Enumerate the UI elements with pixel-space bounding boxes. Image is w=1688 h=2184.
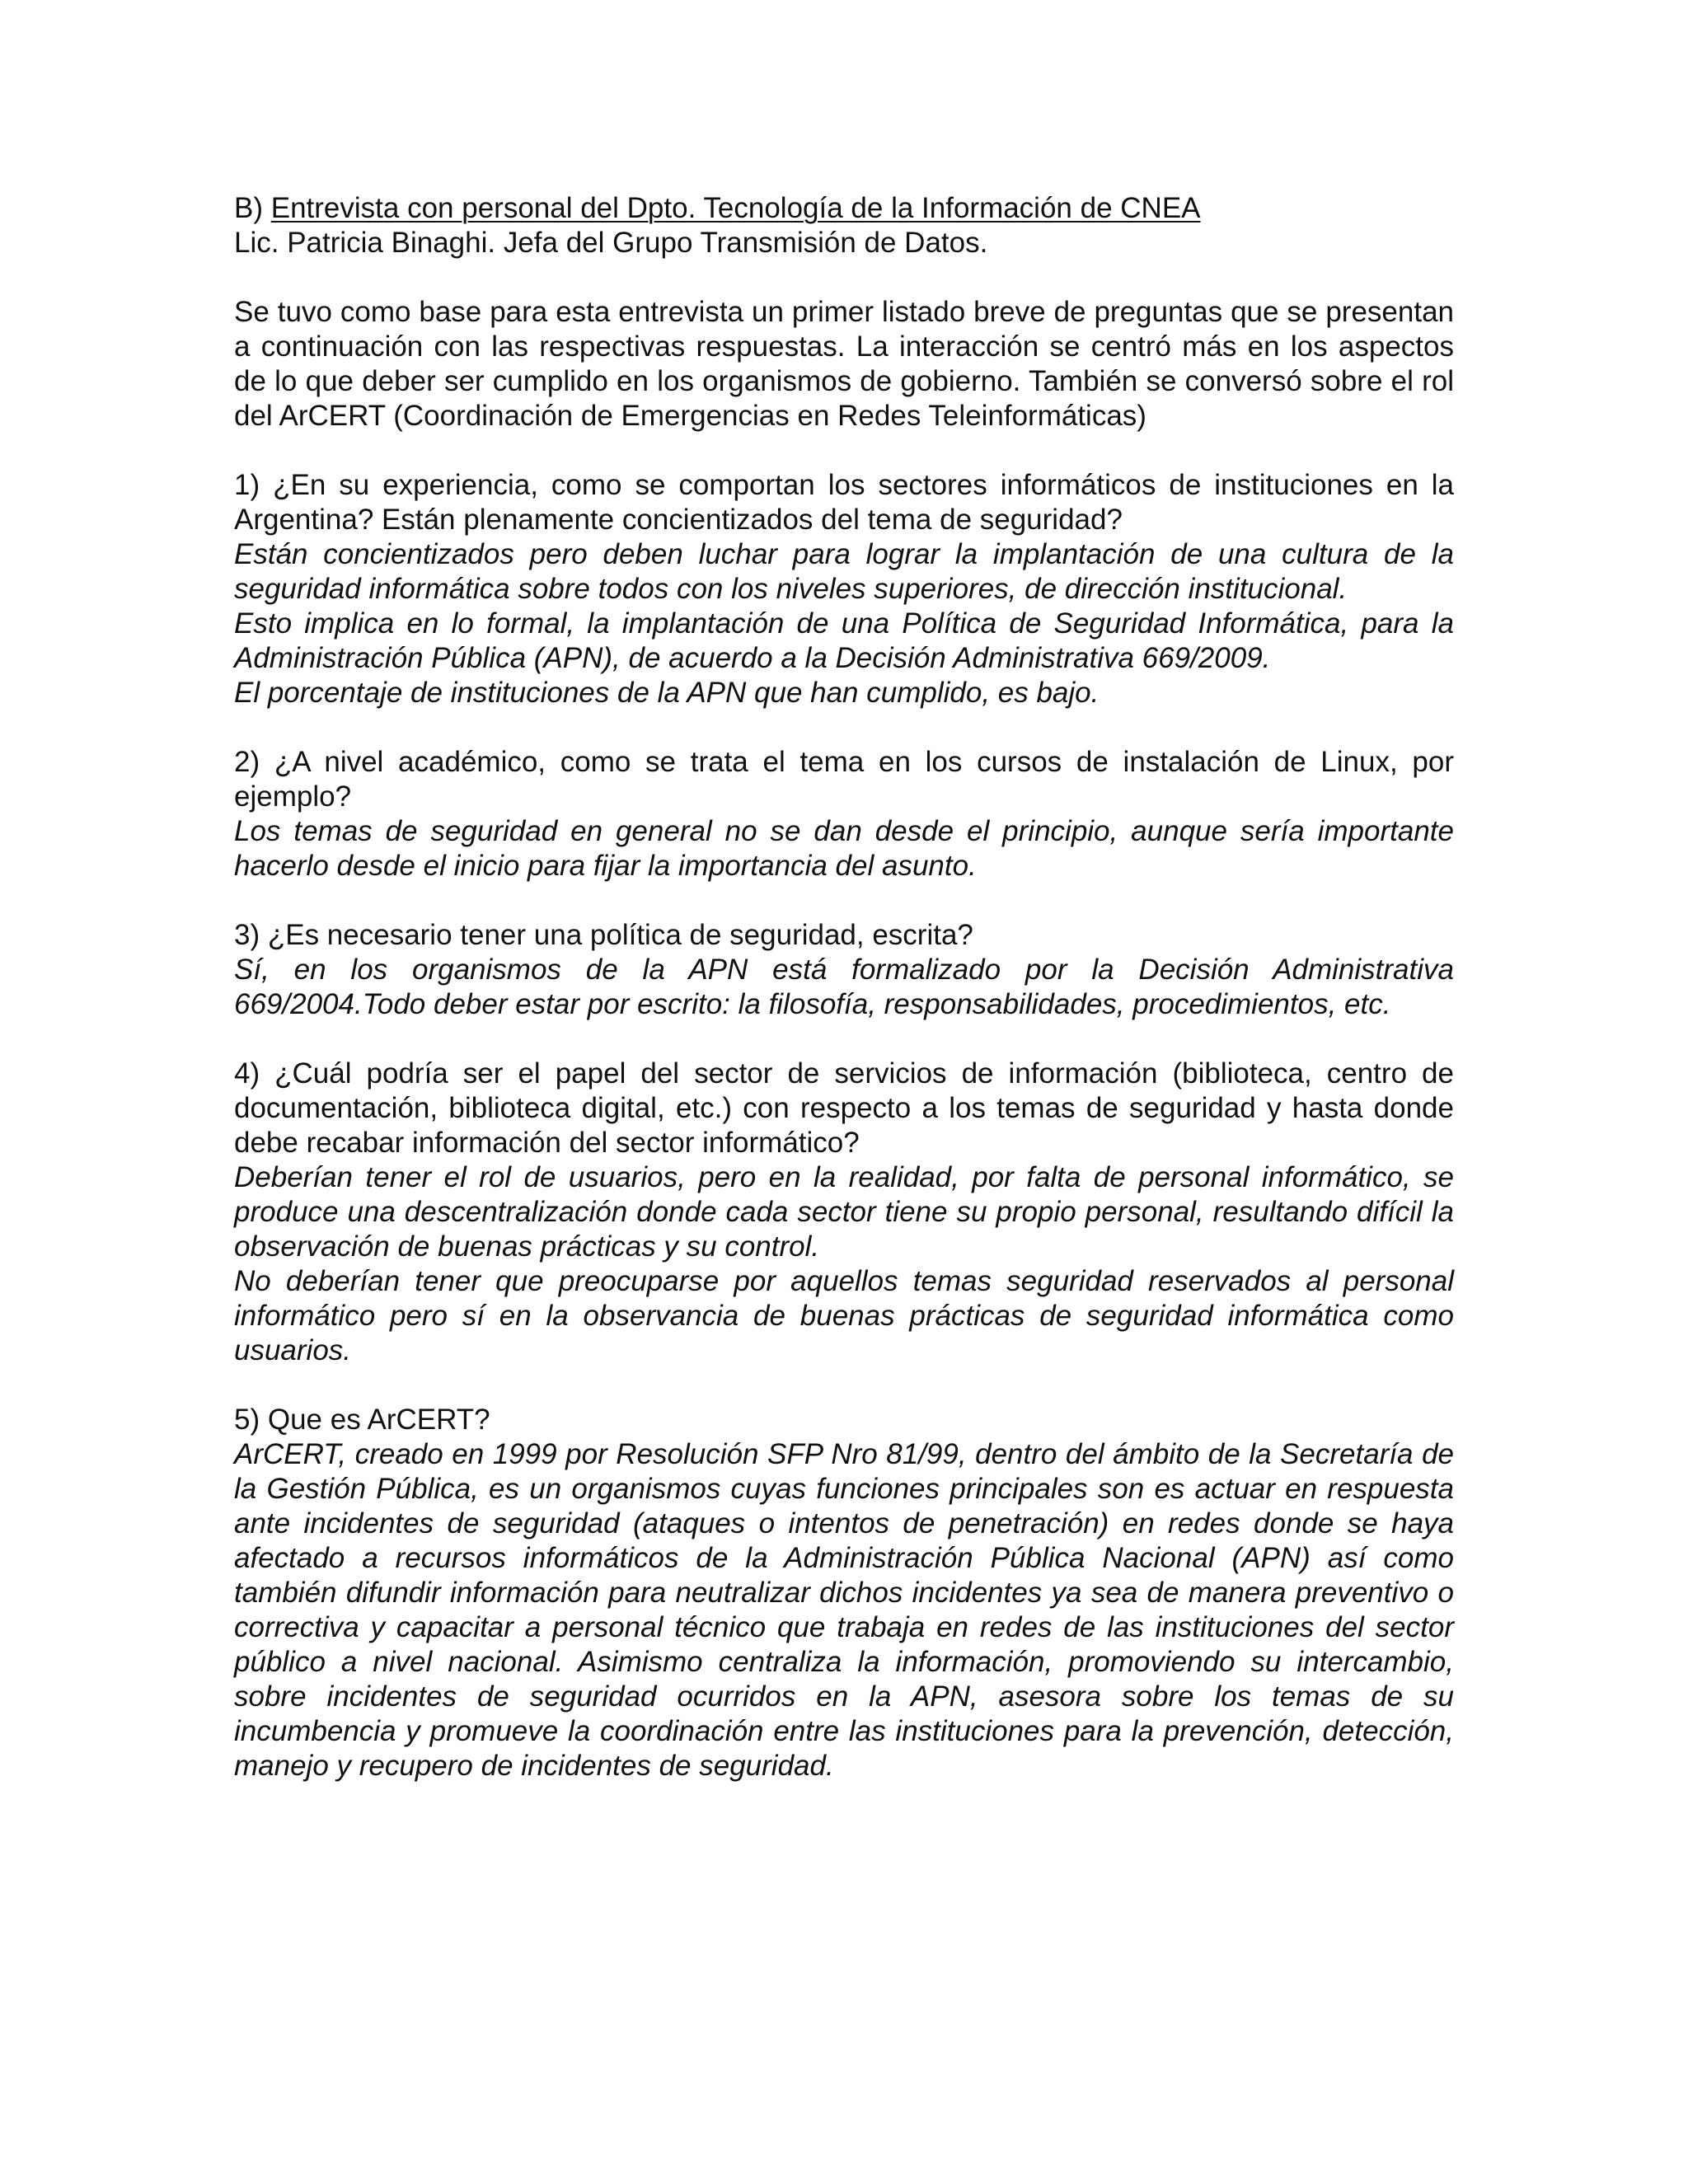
section-heading bbox=[234, 191, 1454, 226]
answer-4-2: No deberían tener que preocuparse por aquellos temas seguridad reservados al personal informático pero sí en la observancia de buenas prácticas de seguridad informática como usuarios. bbox=[234, 1265, 1454, 1366]
spacer bbox=[234, 710, 1454, 745]
qa-block-1 bbox=[234, 468, 1454, 710]
document-page bbox=[234, 191, 1454, 1783]
answer-5-1: ArCERT, creado en 1999 por Resolución SFP Nro 81/99, dentro del ámbito de la Secretaría de la Gestión Pública, es un organismos cuyas funciones principales son es actuar en respuesta ante incidentes de seguridad (ataques o intentos de penetración) en redes donde se haya afectado a recursos informáticos de la Administración Pública Nacional (APN) así como también difundir información para neutralizar dichos incidentes ya sea de manera preventivo o correctiva y capacitar a personal técnico que trabaja en redes de las instituciones del sector público a nivel nacional. Asimismo centraliza la información, promoviendo su intercambio, sobre incidentes de seguridad ocurridos en la APN, asesora sobre los temas de su incumbencia y promueve la coordinación entre las instituciones para la prevención, detección, manejo y recupero de incidentes de seguridad. bbox=[234, 1438, 1454, 1782]
qa-block-2 bbox=[234, 745, 1454, 883]
section-prefix: B) bbox=[234, 192, 271, 224]
qa-block-3 bbox=[234, 918, 1454, 1022]
question-2: 2) ¿A nivel académico, como se trata el tema en los cursos de instalación de Linux, por ejemplo? bbox=[234, 746, 1454, 813]
spacer bbox=[234, 434, 1454, 468]
answer-3-1: Sí, en los organismos de la APN está formalizado por la Decisión Administrativa 669/2004.Todo deber estar por escrito: la filosofía, responsabilidades, procedimientos, etc. bbox=[234, 954, 1454, 1020]
answer-4-1: Deberían tener el rol de usuarios, pero en la realidad, por falta de personal informático, se produce una descentralización donde cada sector tiene su propio personal, resultando difícil la observación de buenas prácticas y su control. bbox=[234, 1161, 1454, 1263]
interviewee-line: Lic. Patricia Binaghi. Jefa del Grupo Transmisión de Datos. bbox=[234, 227, 988, 259]
answer-1-1: Están concientizados pero deben luchar para lograr la implantación de una cultura de la seguridad informática sobre todos con los niveles superiores, de dirección institucional. bbox=[234, 538, 1454, 605]
question-3: 3) ¿Es necesario tener una política de seguridad, escrita? bbox=[234, 919, 973, 951]
qa-block-4 bbox=[234, 1057, 1454, 1368]
spacer bbox=[234, 1368, 1454, 1403]
question-5: 5) Que es ArCERT? bbox=[234, 1404, 490, 1436]
question-1: 1) ¿En su experiencia, como se comportan los sectores informáticos de instituciones en la Argentina? Están plenamente concientizados del tema de seguridad? bbox=[234, 469, 1454, 536]
qa-block-5 bbox=[234, 1403, 1454, 1783]
spacer bbox=[234, 260, 1454, 295]
intro-paragraph: Se tuvo como base para esta entrevista un primer listado breve de preguntas que se presentan a continuación con las respectivas respuestas. La interacción se centró más en los aspectos de lo que deber ser cumplido en los organismos de gobierno. También se conversó sobre el rol del ArCERT (Coordinación de Emergencias en Redes Teleinformáticas) bbox=[234, 296, 1454, 432]
answer-2-1: Los temas de seguridad en general no se dan desde el principio, aunque sería importante hacerlo desde el inicio para fijar la importancia del asunto. bbox=[234, 815, 1454, 882]
spacer bbox=[234, 1022, 1454, 1057]
answer-1-2: Esto implica en lo formal, la implantación de una Política de Seguridad Informática, para la Administración Pública (APN), de acuerdo a la Decisión Administrativa 669/2009. bbox=[234, 607, 1454, 674]
answer-1-3: El porcentaje de instituciones de la APN que han cumplido, es bajo. bbox=[234, 677, 1100, 709]
section-title: Entrevista con personal del Dpto. Tecnología de la Información de CNEA bbox=[270, 192, 1201, 224]
spacer bbox=[234, 883, 1454, 918]
question-4: 4) ¿Cuál podría ser el papel del sector de servicios de información (biblioteca, centro de documentación, biblioteca digital, etc.) con respecto a los temas de seguridad y hasta donde debe recabar información del sector informático? bbox=[234, 1057, 1454, 1159]
